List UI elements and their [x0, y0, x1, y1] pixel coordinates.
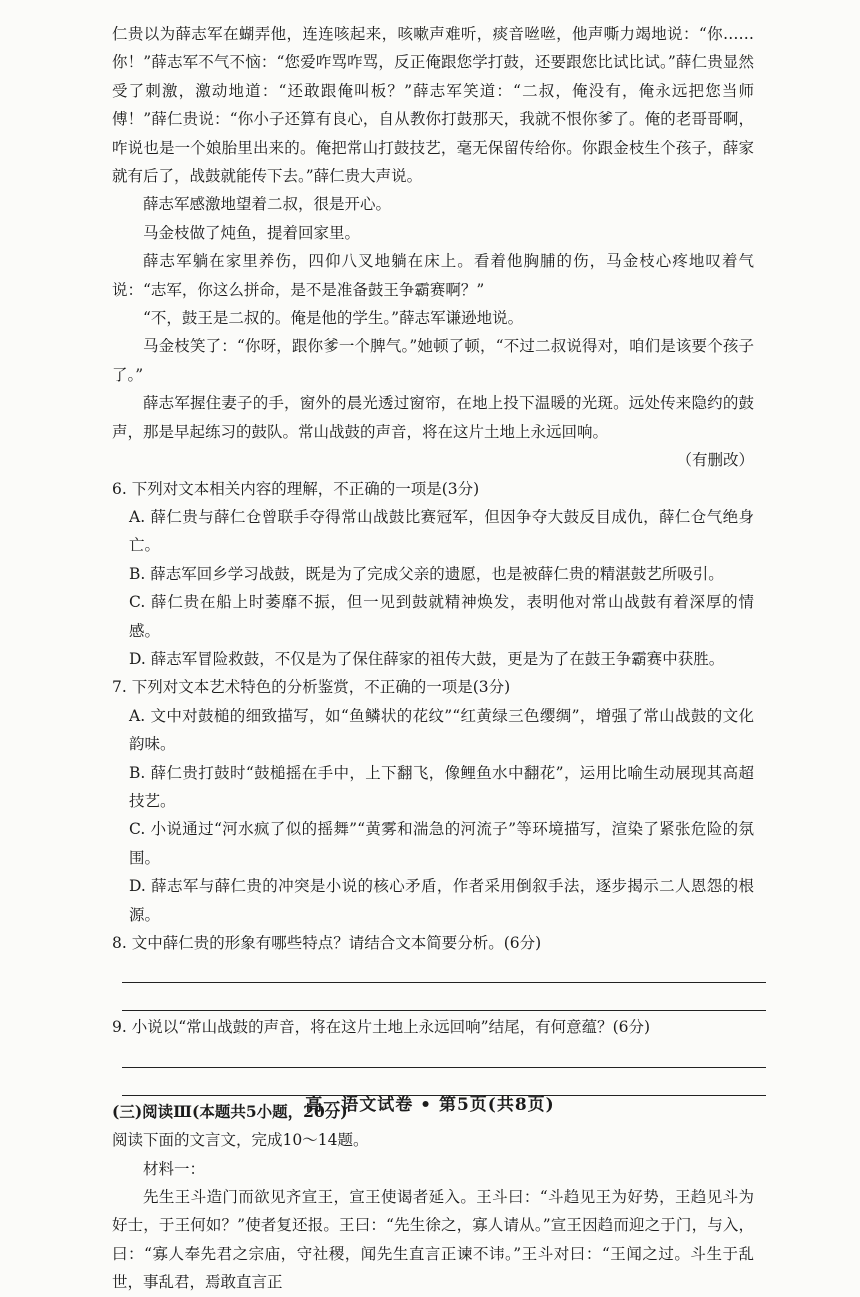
passage-paragraph-6: 马金枝笑了：“你呀，跟你爹一个脾气。”她顿了顿，“不过二叔说得对，咱们是该要个孩子了。” — [112, 337, 754, 384]
page-footer: 高一语文试卷 • 第5页(共8页) — [305, 1095, 555, 1115]
question-7-option-d: D. 薛志军与薛仁贵的冲突是小说的核心矛盾，作者采用倒叙手法，逐步揭示二人恩怨的根源。 — [129, 877, 754, 924]
section-3-instruction: 阅读下面的文言文，完成10～14题。 — [112, 1131, 369, 1150]
passage-paragraph-2: 薛志军感激地望着二叔，很是开心。 — [143, 195, 392, 214]
question-6-option-b: B. 薛志军回乡学习战鼓，既是为了完成父亲的遗愿，也是被薛仁贵的精湛鼓艺所吸引。 — [129, 564, 724, 583]
question-6-option-d: D. 薛志军冒险救鼓，不仅是为了保住薛家的祖传大鼓，更是为了在鼓王争霸赛中获胜。 — [129, 649, 725, 668]
question-6-option-c: C. 薛仁贵在船上时萎靡不振，但一见到鼓就精神焕发，表明他对常山战鼓有着深厚的情感。 — [129, 593, 754, 640]
passage-paragraph-1: 仁贵以为薛志军在蝴弄他，连连咳起来，咳嗽声难听，痰音咝咝，他声嘶力竭地说：“你……你！”薛志军不气不恼：“您爱咋骂咋骂，反正俺跟您学打鼓，还要跟您比试比试。”薛仁贵显然受了刺激，激动地道：“还敢跟俺叫板？”薛志军笑道：“二叔，俺没有，俺永远把您当师傅！”薛仁贵说：“你小子还算有良心，自从教你打鼓那天，我就不恨你爹了。俺的老哥哥啊，咋说也是一个娘胎里出来的。俺把常山打鼓技艺，毫无保留传给你。你跟金枝生个孩子，薛家就有后了，战鼓就能传下去。”薛仁贵大声说。 — [112, 25, 754, 186]
question-6-option-a: A. 薛仁贵与薛仁仓曾联手夺得常山战鼓比赛冠军，但因争夺大鼓反目成仇，薛仁仓气绝身亡。 — [129, 507, 754, 555]
passage-paragraph-7: 薛志军握住妻子的手，窗外的晨光透过窗帘，在地上投下温暖的光斑。远处传来隐约的鼓声，那是早起练习的鼓队。常山战鼓的声音，将在这片土地上永远回响。 — [112, 394, 754, 441]
section-3-title: (三)阅读Ⅲ(本题共5小题，20分) — [112, 1101, 348, 1121]
question-6-stem: 6. 下列对文本相关内容的理解，不正确的一项是(3分) — [112, 479, 480, 498]
question-8-stem: 8. 文中薛仁贵的形象有哪些特点？请结合文本简要分析。(6分) — [112, 934, 542, 952]
classical-text: 先生王斗造门而欲见齐宣王，宣王使谒者延入。王斗曰：“斗趋见王为好势，王趋见斗为好士，于王何如？”使者复还报。王曰：“先生徐之，寡人请从。”宣王因趋而迎之于门，与入，曰：“寡人奉先君之宗庙，守社稷，闻先生直言正谏不讳。”王斗对曰：“王闻之过。斗生于乱世，事乱君，焉敢直言正 — [112, 1188, 754, 1292]
question-7-stem: 7. 下列对文本艺术特色的分析鉴赏，不正确的一项是(3分) — [112, 678, 511, 697]
question-7-option-b: B. 薛仁贵打鼓时“鼓槌摇在手中，上下翻飞，像鲤鱼水中翻花”，运用比喻生动展现其高超技艺。 — [129, 763, 754, 810]
answer-line-8-2[interactable] — [112, 985, 754, 1013]
answer-line-8-1[interactable] — [112, 957, 754, 985]
question-7-option-c: C. 小说通过“河水疯了似的摇舞”“黄雾和湍急的河流子”等环境描写，渲染了紧张危险的氛围。 — [129, 820, 754, 867]
passage-paragraph-4: 薛志军躺在家里养伤，四仰八叉地躺在床上。看着他胸脯的伤，马金枝心疼地叹着气说：“志军，你这么拼命，是不是准备鼓王争霸赛啊？” — [112, 252, 754, 299]
source-note: （有删改） — [676, 451, 754, 470]
passage-paragraph-5: “不，鼓王是二叔的。俺是他的学生。”薛志军谦逊地说。 — [143, 309, 524, 328]
answer-line-9-1[interactable] — [112, 1042, 754, 1070]
question-9-stem: 9. 小说以“常山战鼓的声音，将在这片土地上永远回响”结尾，有何意蕴？(6分) — [112, 1018, 651, 1037]
question-7-option-a: A. 文中对鼓槌的细致描写，如“鱼鳞状的花纹”“红黄绿三色缨绸”，增强了常山战鼓的文化韵味。 — [129, 706, 754, 754]
passage-paragraph-3: 马金枝做了炖鱼，提着回家里。 — [143, 223, 361, 242]
material-label: 材料一： — [143, 1159, 206, 1178]
